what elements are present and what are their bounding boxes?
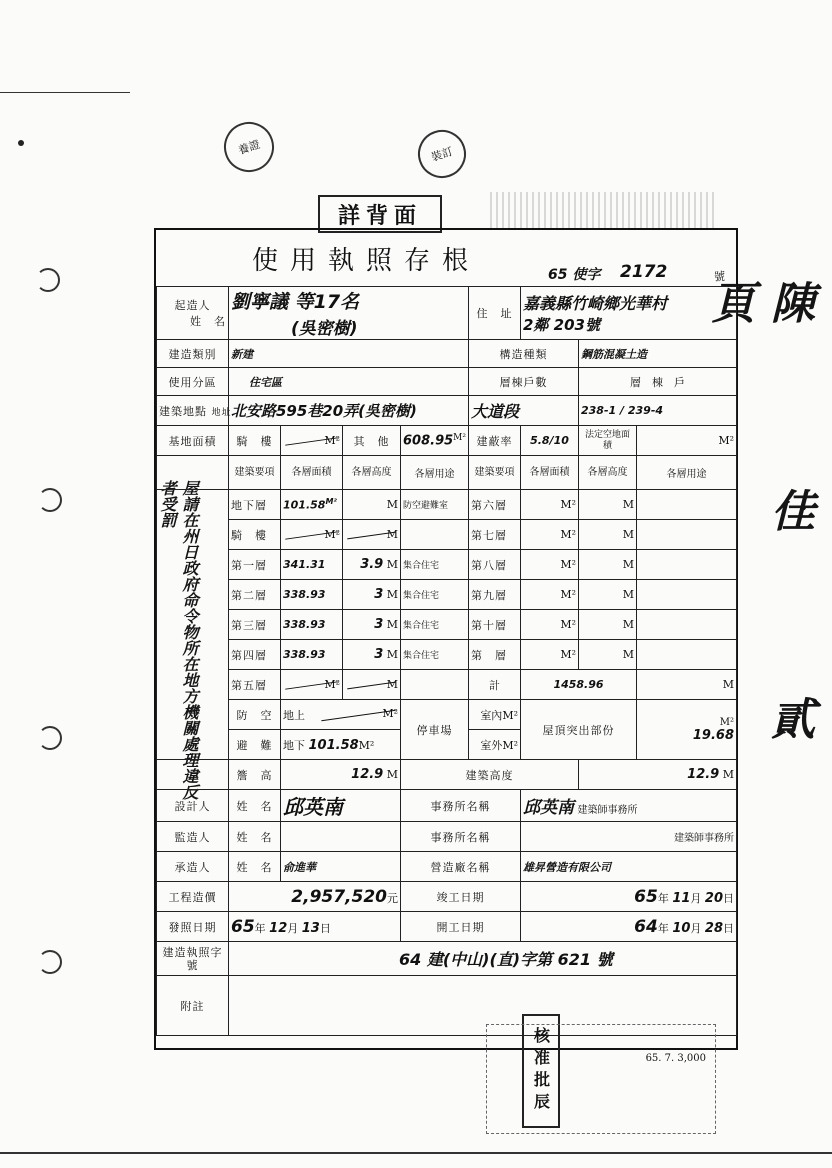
- supervisor-name: [281, 822, 401, 852]
- floor-height: M: [579, 640, 637, 670]
- approval-stamp: 核准批辰: [522, 1014, 560, 1128]
- punch-hole-mark: [38, 726, 62, 750]
- scan-bottom-edge: [0, 1152, 832, 1154]
- designer-office: 邱英南 建築師事務所: [521, 790, 737, 822]
- punch-hole-mark: [38, 488, 62, 512]
- col-header: 建築要項: [469, 456, 521, 490]
- name-label: 姓 名: [229, 822, 281, 852]
- floor-name: 第七層: [469, 520, 521, 550]
- floor-row: [157, 580, 737, 610]
- eave-value: 12.9 M: [281, 760, 401, 790]
- col-header: 各層高度: [579, 456, 637, 490]
- shelter-below: 地下 101.58M²: [281, 730, 401, 760]
- form-title: 使用執照存根: [252, 246, 481, 276]
- arcade-label: 騎 樓: [229, 426, 281, 456]
- permit-no-prefix: 65 使字: [548, 267, 601, 283]
- permit-ref-value: 64 建(中山)(直)字第 621 號: [229, 942, 737, 976]
- structure-label: 構造種類: [469, 340, 579, 368]
- floor-height: 3 M: [343, 640, 401, 670]
- floor-use: 防空避難室: [401, 490, 469, 520]
- building-type-label: 建造類別: [157, 340, 229, 368]
- floor-use: [401, 520, 469, 550]
- floor-height: 3.9 M: [343, 550, 401, 580]
- use-zone-value: 住宅區: [229, 368, 469, 396]
- site-area-label: 基地面積: [157, 426, 229, 456]
- shelter-above: 地上 M²: [281, 700, 401, 730]
- floor-use: [637, 580, 737, 610]
- stamp-frame: [486, 1024, 716, 1134]
- cost-value: 2,957,520元: [229, 882, 401, 912]
- eave-label: 簷 高: [229, 760, 281, 790]
- floor-height: M: [579, 490, 637, 520]
- print-mark: 65. 7. 3,000: [645, 1053, 706, 1064]
- floor-name: 第四層: [229, 640, 281, 670]
- completion-label: 竣工日期: [401, 882, 521, 912]
- parking-indoor: 室內M²: [469, 700, 521, 730]
- floor-area: M²: [281, 520, 343, 550]
- supervisor-row: [157, 822, 737, 852]
- building-height-label: 建築高度: [401, 760, 579, 790]
- floor-area: M²: [521, 610, 579, 640]
- floor-row: [157, 490, 737, 520]
- col-header: 各層高度: [343, 456, 401, 490]
- office-label: 事務所名稱: [401, 790, 521, 822]
- contractor-company: 雄昇營造有限公司: [521, 852, 737, 882]
- owner-row: [157, 287, 737, 340]
- coverage-label: 建蔽率: [469, 426, 521, 456]
- floor-area: M²: [521, 580, 579, 610]
- lot-section: 大道段: [469, 396, 579, 426]
- address-line-1: 嘉義縣竹崎鄉光華村: [523, 294, 668, 313]
- floor-use: [637, 640, 737, 670]
- remarks-label: 附註: [157, 976, 229, 1036]
- floor-name: 第 層: [469, 640, 521, 670]
- coverage-value: 5.8/10: [521, 426, 579, 456]
- form-grid: [156, 286, 737, 1036]
- roof-value-cell: M² 19.68: [637, 700, 737, 760]
- company-label: 營造廠名稱: [401, 852, 521, 882]
- floor-use: 集合住宅: [401, 640, 469, 670]
- floor-height: 3 M: [343, 580, 401, 610]
- floor-area: M²: [521, 490, 579, 520]
- owner-name: 劉寧議 等17名: [231, 291, 360, 313]
- floor-name: 第十層: [469, 610, 521, 640]
- designer-label: 設計人: [157, 790, 229, 822]
- start-label: 開工日期: [401, 912, 521, 942]
- lot-numbers: 238-1 / 239-4: [579, 396, 737, 426]
- floor-use: [401, 670, 469, 700]
- use-zone-label: 使用分區: [157, 368, 229, 396]
- floor-name: 第二層: [229, 580, 281, 610]
- other-label: 其 他: [343, 426, 401, 456]
- owner-label: 起造人 姓 名: [157, 287, 229, 340]
- col-header: 各層用途: [401, 456, 469, 490]
- total-height-unit: M: [637, 670, 737, 700]
- issue-date: 65年 12月 13日: [229, 912, 401, 942]
- owner-alias: (吳密樹): [291, 319, 358, 339]
- floor-name: 騎 樓: [229, 520, 281, 550]
- floor-name: 地下層: [229, 490, 281, 520]
- permit-ref-label: 建造執照字號: [157, 942, 229, 976]
- cost-row: [157, 882, 737, 912]
- designer-row: [157, 790, 737, 822]
- floor-area: M²: [281, 670, 343, 700]
- issue-label: 發照日期: [157, 912, 229, 942]
- building-height-value: 12.9 M: [579, 760, 737, 790]
- floor-row: [157, 670, 737, 700]
- col-header: 各層面積: [521, 456, 579, 490]
- address-line-2: 2鄰 203號: [523, 316, 600, 334]
- detail-on-back-stamp: 詳背面: [318, 195, 442, 233]
- usage-license-stub-form: [154, 228, 738, 1064]
- floor-height: M: [579, 550, 637, 580]
- site-address: 北安路595巷20弄(吳密樹): [229, 396, 469, 426]
- shelter-label: 避 難: [229, 730, 281, 760]
- floor-height: M: [343, 670, 401, 700]
- floor-use: 集合住宅: [401, 580, 469, 610]
- site-row: [157, 396, 737, 426]
- floor-height: M: [579, 520, 637, 550]
- floor-area: M²: [521, 640, 579, 670]
- floor-name: 第五層: [229, 670, 281, 700]
- completion-date: 65年 11月 20日: [521, 882, 737, 912]
- punch-hole-mark: [38, 950, 62, 974]
- parking-outdoor: 室外M²: [469, 730, 521, 760]
- col-header: 各層面積: [281, 456, 343, 490]
- cost-label: 工程造價: [157, 882, 229, 912]
- total-label: 計: [469, 670, 521, 700]
- issue-row: [157, 912, 737, 942]
- floor-name: 第三層: [229, 610, 281, 640]
- total-value: 1458.96: [521, 670, 637, 700]
- contractor-name: 俞進華: [281, 852, 401, 882]
- floor-height: M: [343, 520, 401, 550]
- floor-area: M²: [521, 520, 579, 550]
- floor-name: 第六層: [469, 490, 521, 520]
- floor-area: $101.58^{M^2}$: [281, 490, 343, 520]
- floor-area: 341.31: [281, 550, 343, 580]
- permit-ref-row: [157, 942, 737, 976]
- floor-area: M²: [521, 550, 579, 580]
- floor-row: [157, 550, 737, 580]
- scan-edge-line: [0, 92, 130, 93]
- floor-use: 集合住宅: [401, 610, 469, 640]
- floor-table-header: [157, 456, 737, 490]
- floor-use: [637, 550, 737, 580]
- address-label: 住 址: [469, 287, 521, 340]
- permit-no-suffix: 號: [714, 270, 725, 283]
- owner-value-cell: [229, 287, 469, 340]
- building-type-value: 新建: [229, 340, 469, 368]
- col-header: 建築要項: [229, 456, 281, 490]
- legal-open-space-value: M²: [637, 426, 737, 456]
- height-row: [157, 760, 737, 790]
- contractor-row: [157, 852, 737, 882]
- roof-label: 屋頂突出部份: [521, 700, 637, 760]
- seal-stamp: 養證: [217, 115, 280, 178]
- floor-height: M: [579, 580, 637, 610]
- floors-units-value: 層 棟 戶: [579, 368, 737, 396]
- shelter-label: 防 空: [229, 700, 281, 730]
- floor-row: [157, 610, 737, 640]
- floor-height: M: [343, 490, 401, 520]
- building-type-row: [157, 340, 737, 368]
- supervisor-office: 建築師事務所: [521, 822, 737, 852]
- floor-area: 338.93: [281, 580, 343, 610]
- legal-open-space-label: 法定空地面積: [579, 426, 637, 456]
- name-label: 姓 名: [229, 790, 281, 822]
- name-label: 姓 名: [229, 852, 281, 882]
- floor-area: 338.93: [281, 610, 343, 640]
- floor-name: 第一層: [229, 550, 281, 580]
- left-margin-note: 屋請在州日政府命令物所在地方機關處理違反者受罰: [158, 480, 199, 800]
- floor-height: M: [579, 610, 637, 640]
- seal-stamp: 裝訂: [412, 124, 472, 184]
- form-header: [156, 230, 736, 287]
- arcade-area: M²: [281, 426, 343, 456]
- supervisor-label: 監造人: [157, 822, 229, 852]
- office-label: 事務所名稱: [401, 822, 521, 852]
- start-date: 64年 10月 28日: [521, 912, 737, 942]
- other-area: $608.95^{M^2}$: [401, 426, 469, 456]
- floor-use: [637, 520, 737, 550]
- site-label: 建築地點 地址: [157, 396, 229, 426]
- floor-use: [637, 490, 737, 520]
- floor-use: 集合住宅: [401, 550, 469, 580]
- use-zone-row: [157, 368, 737, 396]
- floor-height: 3 M: [343, 610, 401, 640]
- right-margin-note: 陳 佳 貳 頁: [703, 280, 814, 904]
- punch-hole-mark: [36, 268, 60, 292]
- floor-row: [157, 520, 737, 550]
- floor-use: [637, 610, 737, 640]
- designer-name: 邱英南: [281, 790, 401, 822]
- floor-row: [157, 640, 737, 670]
- contractor-label: 承造人: [157, 852, 229, 882]
- ink-stamp-smudge: [490, 192, 716, 228]
- address-value-cell: [521, 287, 737, 340]
- speck: [18, 140, 24, 146]
- floors-units-label: 層棟戶數: [469, 368, 579, 396]
- site-area-row: [157, 426, 737, 456]
- floor-area: 338.93: [281, 640, 343, 670]
- floor-name: 第九層: [469, 580, 521, 610]
- col-header: 各層用途: [637, 456, 737, 490]
- parking-label: 停車場: [401, 700, 469, 760]
- structure-value: 鋼筋混凝土造: [579, 340, 737, 368]
- permit-number: 2172: [620, 262, 668, 282]
- shelter-row: [157, 700, 737, 730]
- floor-name: 第八層: [469, 550, 521, 580]
